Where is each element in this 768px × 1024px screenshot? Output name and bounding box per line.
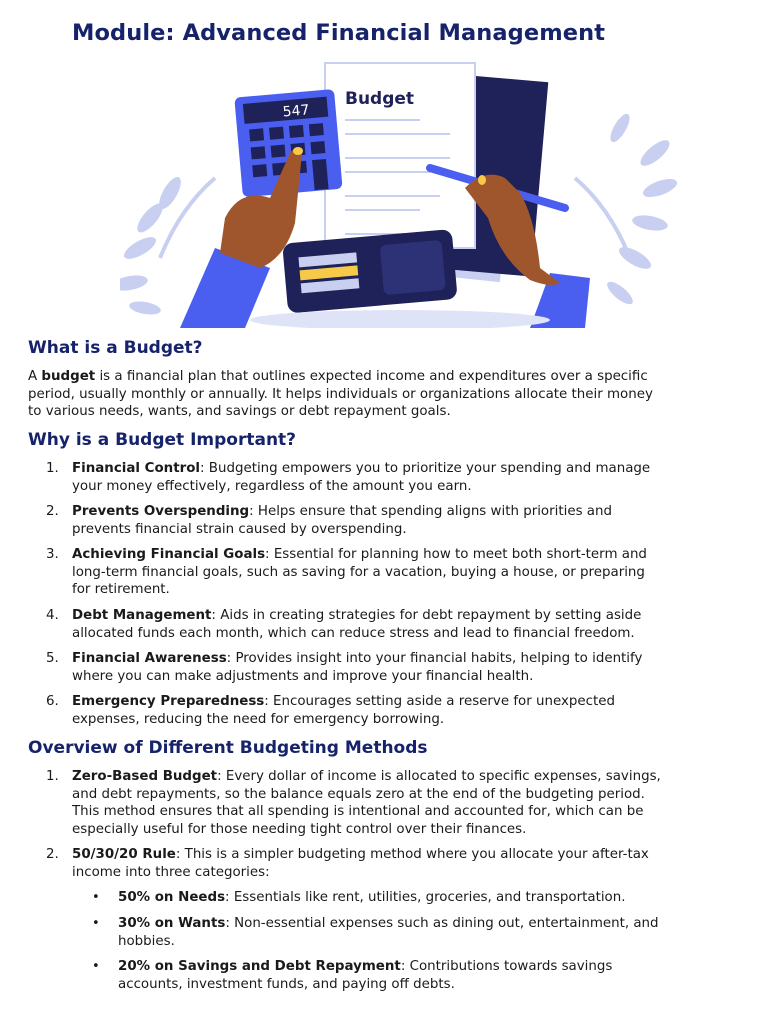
item-line: long-term financial goals, such as saving for a vacation, buying a house, or preparing — [72, 564, 645, 580]
list-number: 2. — [46, 847, 59, 862]
item-bold: Debt Management — [72, 608, 212, 623]
page-title: Module: Advanced Financial Management — [72, 20, 606, 46]
bullet-dot: • — [92, 916, 100, 931]
item-bold: Achieving Financial Goals — [72, 547, 266, 562]
list-number: 3. — [46, 547, 59, 562]
item-line: your money effectively, regardless of the amount you earn. — [72, 478, 472, 494]
item-line: : Aids in creating strategies for debt repayment by setting aside — [211, 608, 642, 623]
bullet-line: accounts, investment funds, and paying off debts. — [118, 976, 455, 992]
bullet-line: : Non-essential expenses such as dining out, entertainment, and — [225, 916, 659, 931]
section-heading-methods: Overview of Different Budgeting Methods — [28, 738, 428, 758]
bullet-bold: 30% on Wants — [118, 916, 226, 931]
bullet-item — [92, 915, 742, 950]
bullet-item — [92, 889, 742, 907]
item-line: allocated funds each month, which can reduce stress and lead to financial freedom. — [72, 625, 635, 641]
list-item — [46, 693, 736, 728]
leaf-branch-right-icon — [575, 111, 679, 308]
item-bold: Financial Control — [72, 461, 201, 476]
bullet-line: : Essentials like rent, utilities, groceries, and transportation. — [225, 890, 626, 905]
list-item — [46, 503, 736, 538]
item-line: for retirement. — [72, 582, 170, 597]
bullet-item — [92, 958, 742, 993]
bullet-bold: 20% on Savings and Debt Repayment — [118, 959, 401, 974]
bullet-line: hobbies. — [118, 933, 175, 949]
wallet-icon — [282, 229, 457, 314]
intro-bold: budget — [41, 369, 96, 384]
list-item — [46, 546, 736, 599]
item-bold: Emergency Preparedness — [72, 694, 265, 709]
list-item — [46, 460, 736, 495]
item-line: : Every dollar of income is allocated to specific expenses, savings, — [217, 769, 661, 784]
item-bold: Financial Awareness — [72, 651, 227, 666]
list-item — [46, 650, 736, 685]
item-bold: Zero-Based Budget — [72, 769, 218, 784]
item-line: : This is a simpler budgeting method where you allocate your after-tax — [175, 847, 649, 862]
calculator-display: 547 — [282, 102, 311, 121]
intro-line1: is a financial plan that outlines expected income and expenditures over a specific — [95, 369, 648, 384]
bullet-line: : Contributions towards savings — [400, 959, 613, 974]
intro-prefix: A — [28, 369, 42, 384]
list-number: 6. — [46, 694, 59, 709]
intro-line2: period, usually monthly or annually. It helps individuals or organizations allocate their money — [28, 386, 653, 402]
item-line: This method ensures that all spending is intentional and accounted for, which can be — [72, 804, 644, 819]
ground-shadow-icon — [250, 310, 550, 328]
bullet-dot: • — [92, 890, 100, 905]
item-line: : Helps ensure that spending aligns with priorities and — [249, 504, 612, 519]
intro-line3: to various needs, wants, and savings or debt repayment goals. — [28, 404, 451, 419]
item-line: income into three categories: — [72, 864, 270, 880]
budget-illustration — [120, 58, 680, 328]
what-paragraph — [28, 368, 748, 421]
list-number: 1. — [46, 769, 59, 784]
bullet-dot: • — [92, 959, 100, 974]
section-heading-what: What is a Budget? — [28, 338, 203, 358]
item-line: expenses, reducing the need for emergency borrowing. — [72, 711, 445, 727]
item-line: especially useful for those needing tight control over their finances. — [72, 821, 527, 837]
item-line: and debt repayments, so the balance equals zero at the end of the budgeting period. — [72, 786, 645, 802]
list-number: 5. — [46, 651, 59, 666]
list-item — [46, 607, 736, 642]
item-line: where you can make adjustments and improve your financial health. — [72, 668, 534, 684]
item-bold: Prevents Overspending — [72, 504, 250, 519]
item-line: prevents financial strain caused by overspending. — [72, 521, 407, 537]
bullet-bold: 50% on Needs — [118, 890, 226, 905]
budget-sheet-title: Budget — [345, 89, 415, 109]
item-bold: 50/30/20 Rule — [72, 847, 176, 862]
list-number: 4. — [46, 608, 59, 623]
item-line: : Provides insight into your financial habits, helping to identify — [226, 651, 643, 666]
list-number: 1. — [46, 461, 59, 476]
list-item — [46, 768, 736, 838]
list-item — [46, 846, 736, 881]
list-number: 2. — [46, 504, 59, 519]
item-line: : Budgeting empowers you to prioritize your spending and manage — [200, 461, 651, 476]
item-line: : Encourages setting aside a reserve for unexpected — [264, 694, 615, 709]
item-line: : Essential for planning how to meet both short-term and — [265, 547, 647, 562]
section-heading-why: Why is a Budget Important? — [28, 430, 297, 450]
